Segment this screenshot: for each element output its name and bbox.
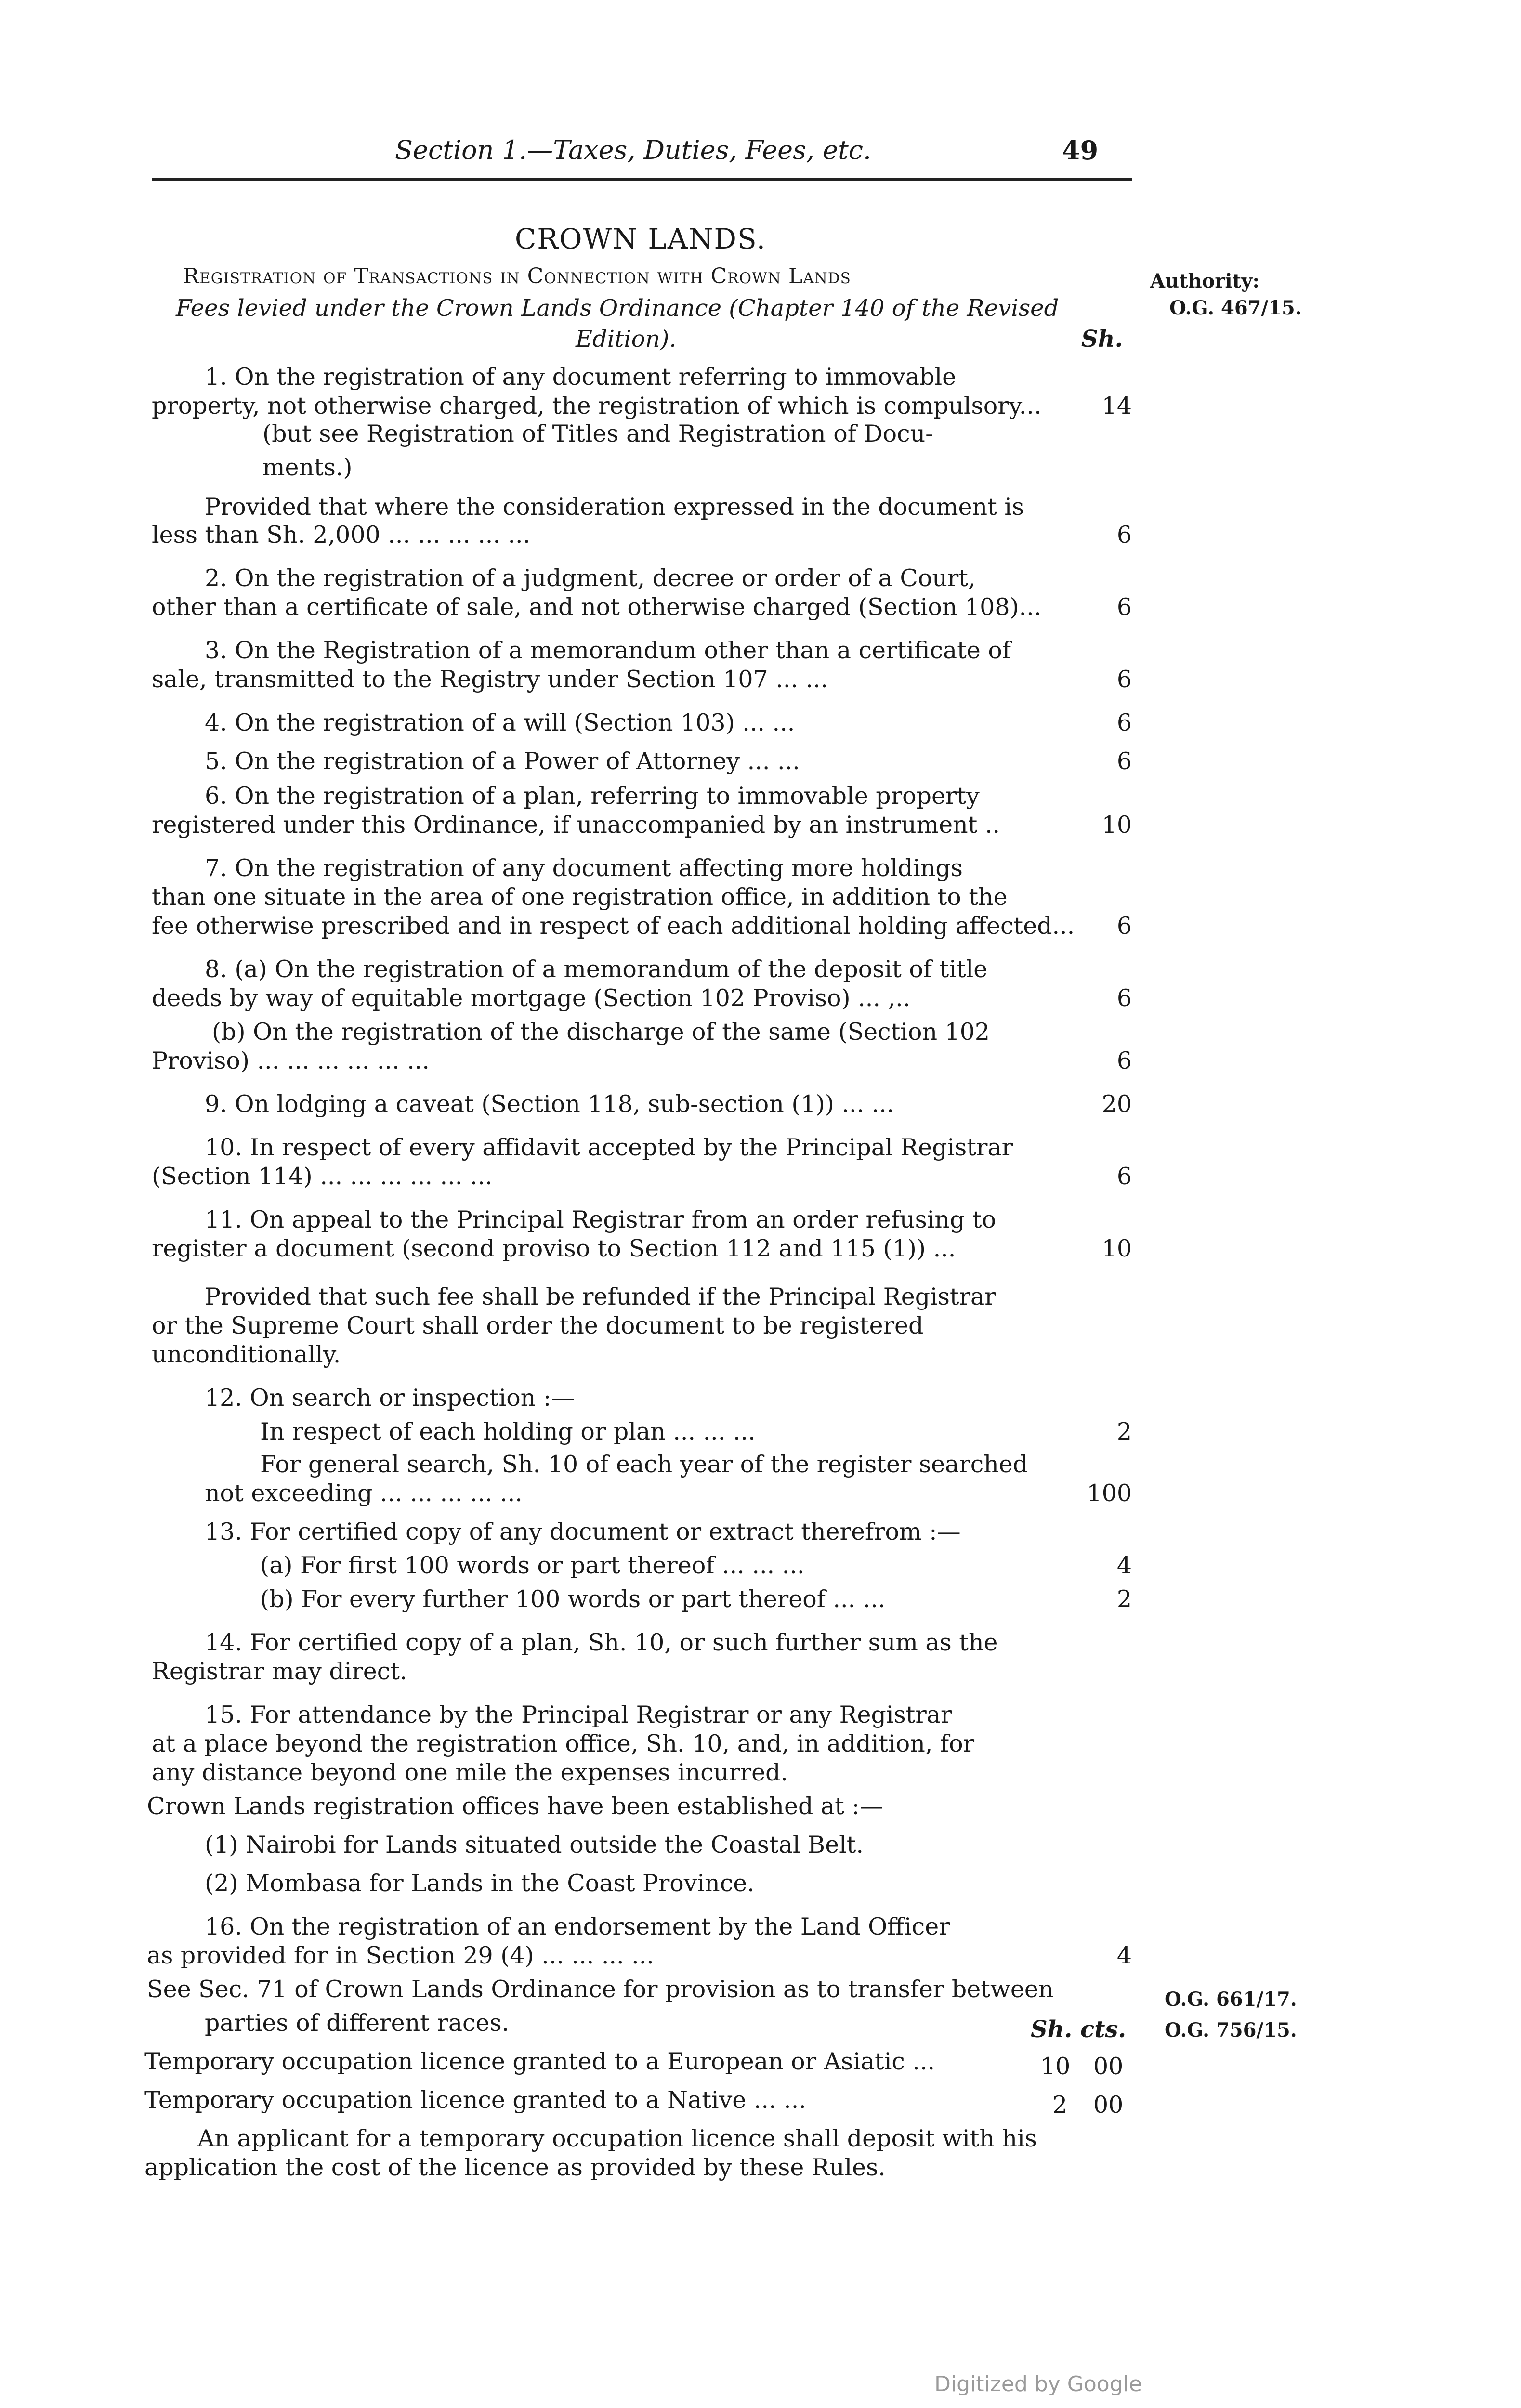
text-line: Temporary occupation licence granted to a European or Asiatic ... bbox=[144, 2048, 935, 2075]
text-line: For general search, Sh. 10 of each year of the register searched bbox=[260, 1451, 1028, 1478]
unit-label-sh-cts: Sh. cts. bbox=[1031, 2016, 1127, 2043]
digitized-watermark: Digitized by Google bbox=[934, 2372, 1142, 2396]
text-line: See Sec. 71 of Crown Lands Ordinance for provision as to transfer between bbox=[147, 1976, 1054, 2003]
page-number: 49 bbox=[1062, 135, 1099, 166]
fee-cents: 00 bbox=[1093, 2053, 1124, 2080]
text-line: Crown Lands registration offices have been established at :— bbox=[147, 1793, 883, 1820]
text-line: property, not otherwise charged, the registration of which is compulsory... bbox=[152, 392, 1042, 419]
text-line: 7. On the registration of any document affecting more holdings bbox=[205, 854, 963, 882]
text-line: 5. On the registration of a Power of Attorney ... ... bbox=[205, 747, 800, 775]
text-line: An applicant for a temporary occupation licence shall deposit with his bbox=[197, 2125, 1037, 2152]
fee-amount: 6 bbox=[1116, 709, 1132, 736]
text-line: application the cost of the licence as provided by these Rules. bbox=[144, 2154, 886, 2181]
fee-amount: 14 bbox=[1101, 392, 1132, 419]
margin-ref: O.G. 661/17. bbox=[1165, 1988, 1297, 2011]
text-line: unconditionally. bbox=[152, 1341, 341, 1368]
running-head: Section 1.—Taxes, Duties, Fees, etc. bbox=[395, 135, 872, 165]
authority-ref: O.G. 467/15. bbox=[1169, 297, 1302, 319]
text-line: 16. On the registration of an endorsement by the Land Officer bbox=[205, 1913, 950, 1940]
text-line: 11. On appeal to the Principal Registrar from an order refusing to bbox=[205, 1206, 997, 1233]
fees-line: Fees levied under the Crown Lands Ordinance (Chapter 140 of the Revised bbox=[176, 295, 1059, 322]
fee-amount: 6 bbox=[1116, 593, 1132, 621]
text-line: (1) Nairobi for Lands situated outside the Coastal Belt. bbox=[205, 1831, 864, 1858]
text-line: 4. On the registration of a will (Section 103) ... ... bbox=[205, 709, 795, 736]
text-line: Provided that such fee shall be refunded if the Principal Registrar bbox=[205, 1283, 996, 1310]
fee-amount: 10 bbox=[1101, 811, 1132, 838]
text-line: 1. On the registration of any document referring to immovable bbox=[205, 363, 957, 391]
unit-label-sh: Sh. bbox=[1081, 326, 1123, 353]
header-rule bbox=[152, 178, 1132, 181]
fee-shillings: 2 bbox=[1052, 2091, 1068, 2119]
fee-amount: 6 bbox=[1116, 912, 1132, 940]
section-title: CROWN LANDS. bbox=[514, 222, 767, 255]
text-line: sale, transmitted to the Registry under Section 107 ... ... bbox=[152, 666, 828, 693]
subheading: Registration of Transactions in Connection with Crown Lands bbox=[183, 264, 851, 288]
text-line: 14. For certified copy of a plan, Sh. 10, or such further sum as the bbox=[205, 1629, 998, 1656]
margin-ref: O.G. 756/15. bbox=[1165, 2019, 1297, 2042]
text-line: (Section 114) ... ... ... ... ... ... bbox=[152, 1163, 493, 1190]
text-line: parties of different races. bbox=[205, 2009, 510, 2037]
text-line: 13. For certified copy of any document or extract therefrom :— bbox=[205, 1518, 961, 1545]
fee-cents: 00 bbox=[1093, 2091, 1124, 2119]
text-line: Temporary occupation licence granted to a Native ... ... bbox=[144, 2086, 806, 2114]
text-line: registered under this Ordinance, if unaccompanied by an instrument .. bbox=[152, 811, 1000, 838]
fee-amount: 6 bbox=[1116, 984, 1132, 1012]
text-line: 3. On the Registration of a memorandum other than a certificate of bbox=[205, 637, 1011, 664]
edition-line: Edition). bbox=[576, 326, 677, 353]
text-line: (2) Mombasa for Lands in the Coast Province. bbox=[205, 1870, 755, 1897]
text-line: than one situate in the area of one registration office, in addition to the bbox=[152, 883, 1008, 911]
text-line: (b) For every further 100 words or part thereof ... ... bbox=[260, 1585, 886, 1613]
text-line: 9. On lodging a caveat (Section 118, sub-section (1)) ... ... bbox=[205, 1090, 894, 1118]
text-line: fee otherwise prescribed and in respect of each additional holding affected... bbox=[152, 912, 1075, 940]
text-line: 8. (a) On the registration of a memorandum of the deposit of title bbox=[205, 955, 988, 983]
text-line: Proviso) ... ... ... ... ... ... bbox=[152, 1047, 430, 1074]
authority-label: Authority: bbox=[1150, 270, 1260, 292]
text-line: Provided that where the consideration expressed in the document is bbox=[205, 493, 1024, 521]
text-line: In respect of each holding or plan ... ... ... bbox=[260, 1418, 756, 1445]
fee-amount: 4 bbox=[1116, 1552, 1132, 1579]
fee-amount: 6 bbox=[1116, 747, 1132, 775]
text-line: as provided for in Section 29 (4) ... ... ... ... bbox=[147, 1942, 654, 1969]
text-line: at a place beyond the registration office, Sh. 10, and, in addition, for bbox=[152, 1730, 975, 1757]
text-line: any distance beyond one mile the expenses incurred. bbox=[152, 1759, 788, 1786]
fee-amount: 6 bbox=[1116, 1047, 1132, 1074]
text-line: 2. On the registration of a judgment, decree or order of a Court, bbox=[205, 564, 976, 592]
text-line: other than a certificate of sale, and not otherwise charged (Section 108)... bbox=[152, 593, 1042, 621]
fee-amount: 2 bbox=[1116, 1418, 1132, 1445]
text-line: 10. In respect of every affidavit accepted by the Principal Registrar bbox=[205, 1134, 1013, 1161]
text-line: not exceeding ... ... ... ... ... bbox=[205, 1479, 523, 1507]
text-line: (but see Registration of Titles and Registration of Docu- bbox=[262, 420, 933, 447]
text-line: (a) For first 100 words or part thereof ... ... ... bbox=[260, 1552, 805, 1579]
fee-amount: 6 bbox=[1116, 1163, 1132, 1190]
text-line: less than Sh. 2,000 ... ... ... ... ... bbox=[152, 521, 531, 549]
text-line: (b) On the registration of the discharge of the same (Section 102 bbox=[212, 1018, 990, 1046]
text-line: deeds by way of equitable mortgage (Section 102 Proviso) ... ,.. bbox=[152, 984, 911, 1012]
text-line: 15. For attendance by the Principal Registrar or any Registrar bbox=[205, 1701, 952, 1728]
fee-shillings: 10 bbox=[1040, 2053, 1071, 2080]
text-line: or the Supreme Court shall order the document to be registered bbox=[152, 1312, 924, 1339]
text-line: ments.) bbox=[262, 454, 353, 481]
fee-amount: 2 bbox=[1116, 1585, 1132, 1613]
fee-amount: 10 bbox=[1101, 1235, 1132, 1262]
fee-amount: 20 bbox=[1101, 1090, 1132, 1118]
fee-amount: 100 bbox=[1087, 1479, 1132, 1507]
fee-amount: 6 bbox=[1116, 521, 1132, 549]
text-line: 12. On search or inspection :— bbox=[205, 1384, 575, 1412]
text-line: register a document (second proviso to Section 112 and 115 (1)) ... bbox=[152, 1235, 956, 1262]
fee-amount: 6 bbox=[1116, 666, 1132, 693]
fee-amount: 4 bbox=[1116, 1942, 1132, 1969]
text-line: 6. On the registration of a plan, referring to immovable property bbox=[205, 782, 980, 810]
text-line: Registrar may direct. bbox=[152, 1658, 407, 1685]
